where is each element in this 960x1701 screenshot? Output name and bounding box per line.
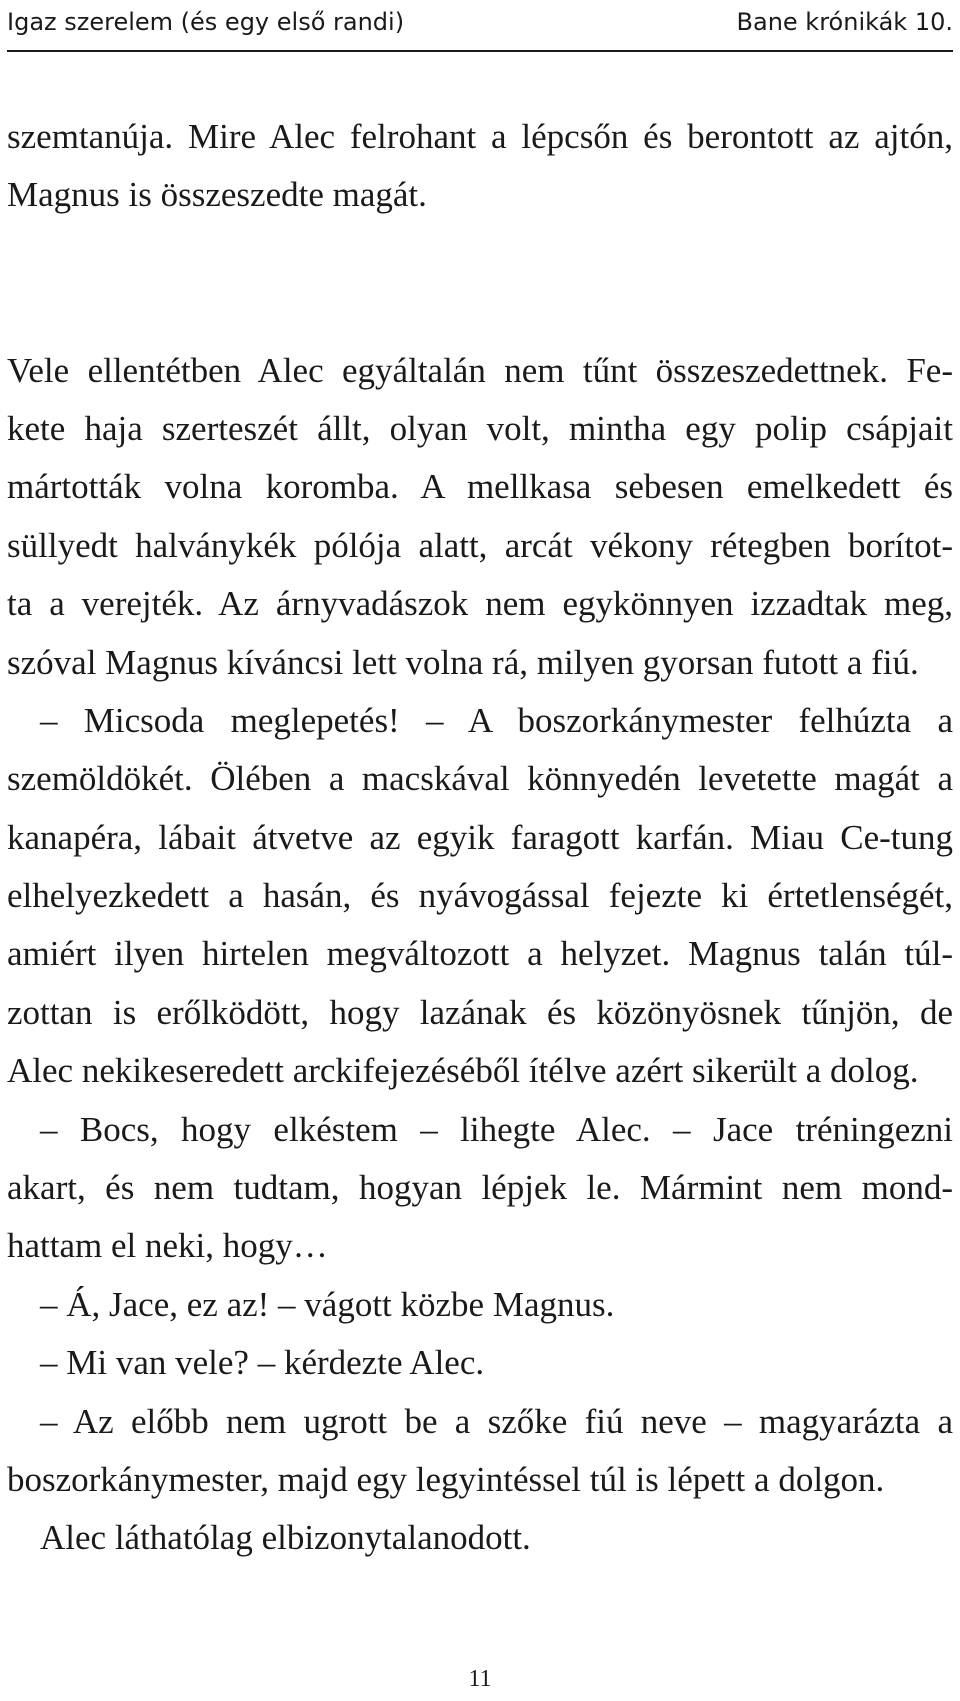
- text-line: Vele ellentétben Alec egyáltalán nem tűnt összeszedettnek. Fe-: [7, 350, 953, 390]
- paragraph-1: [7, 108, 953, 225]
- text-line: süllyedt halványkék pólója alatt, arcát vékony rétegben borítot-: [7, 525, 953, 565]
- text-line: amiért ilyen hirtelen megváltozott a helyzet. Magnus talán túl-: [7, 934, 953, 974]
- text-line: – Á, Jace, ez az! – vágott közbe Magnus.: [40, 1284, 615, 1324]
- text-line: kanapéra, lábait átvetve az egyik faragott karfán. Miau Ce-tung: [7, 817, 953, 857]
- text-line: Alec nekikeseredett arckifejezéséből ítélve azért sikerült a dolog.: [7, 1051, 919, 1091]
- paragraph-4: [7, 1101, 953, 1276]
- text-line: zottan is erőlködött, hogy lazának és közönyösnek tűnjön, de: [7, 992, 953, 1032]
- paragraph-3: [7, 692, 953, 1101]
- header-book-title: Igaz szerelem (és egy első randi): [7, 8, 405, 36]
- text-line: – Micsoda meglepetés! – A boszorkánymester felhúzta a: [40, 700, 953, 740]
- text-line: – Mi van vele? – kérdezte Alec.: [40, 1343, 485, 1383]
- running-header: [7, 0, 953, 52]
- page-number: 11: [468, 1666, 492, 1692]
- section-break: [7, 225, 953, 342]
- text-line: kete haja szerteszét állt, olyan volt, mintha egy polip csápjait: [7, 408, 953, 448]
- paragraph-2: [7, 342, 953, 692]
- text-line: Alec láthatólag elbizonytalanodott.: [40, 1518, 531, 1558]
- text-line: akart, és nem tudtam, hogyan lépjek le. Mármint nem mond-: [7, 1168, 953, 1208]
- text-line: ta a verejték. Az árnyvadászok nem egykönnyen izzadtak meg,: [7, 584, 953, 624]
- paragraph-5: [7, 1276, 953, 1334]
- paragraph-6: [7, 1334, 953, 1392]
- text-line: mártották volna koromba. A mellkasa sebesen emelkedett és: [7, 467, 953, 507]
- text-line: hattam el neki, hogy…: [7, 1226, 328, 1266]
- text-line: szóval Magnus kíváncsi lett volna rá, milyen gyorsan futott a fiú.: [7, 642, 919, 682]
- text-line: – Bocs, hogy elkéstem – lihegte Alec. – Jace tréningezni: [40, 1109, 953, 1149]
- text-line: elhelyezkedett a hasán, és nyávogással fejezte ki értetlenségét,: [7, 876, 953, 916]
- text-line: szemöldökét. Ölében a macskával könnyedén levetette magát a: [7, 759, 953, 799]
- header-series-title: Bane krónikák 10.: [736, 8, 953, 36]
- text-line: boszorkánymester, majd egy legyintéssel túl is lépett a dolgon.: [7, 1460, 885, 1499]
- page-body: [7, 108, 953, 1568]
- text-line: szemtanúja. Mire Alec felrohant a lépcsőn és berontott az ajtón,: [7, 117, 953, 156]
- text-line: – Az előbb nem ugrott be a szőke fiú neve – magyarázta a: [40, 1401, 953, 1441]
- text-line: Magnus is összeszedte magát.: [7, 175, 427, 215]
- paragraph-7: [7, 1393, 953, 1510]
- paragraph-8: [7, 1509, 953, 1567]
